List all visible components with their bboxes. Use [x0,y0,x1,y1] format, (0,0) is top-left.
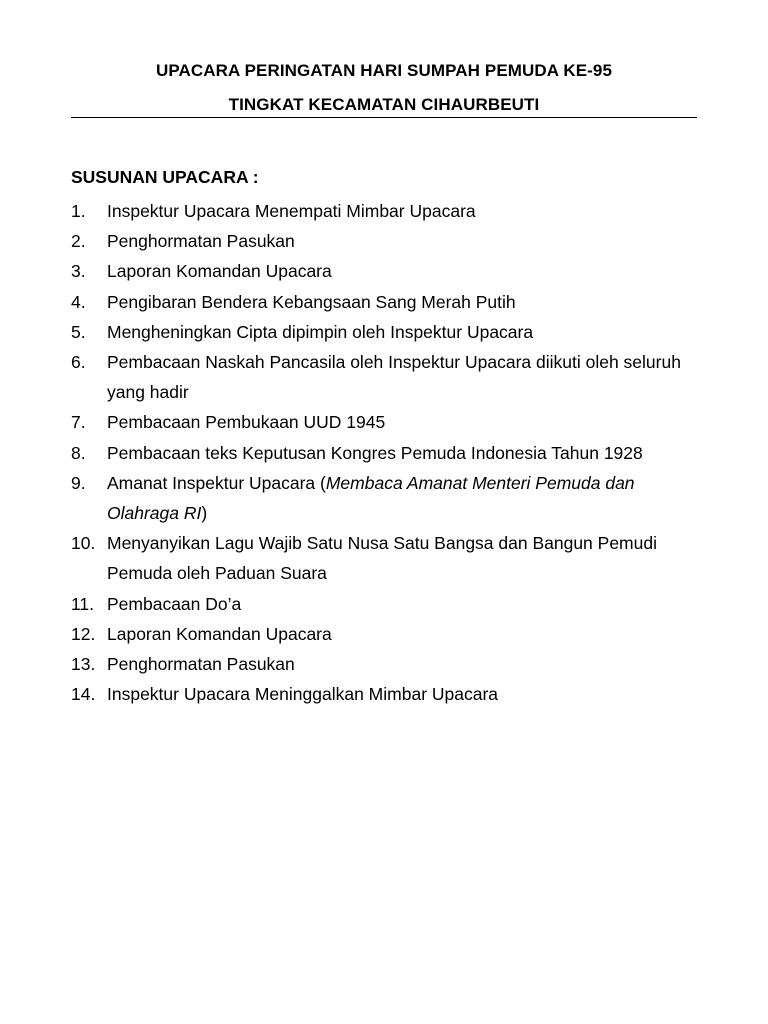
item-text [107,468,697,528]
list-item [71,196,697,226]
item-number: 8. [71,442,86,463]
list-item [71,649,697,679]
list-item [71,619,697,649]
item-text: Pembacaan Naskah Pancasila oleh Inspektur Upacara diikuti oleh seluruh yang hadir [107,352,686,403]
item-text-plain: Amanat Inspektur Upacara ( [107,472,326,493]
list-item [71,589,697,619]
item-number: 12. [71,623,96,644]
item-text: Inspektur Upacara Meninggalkan Mimbar Upacara [107,684,499,705]
item-number: 6. [71,352,86,373]
item-number: 13. [71,654,96,675]
item-text: Pengibaran Bendera Kebangsaan Sang Merah Putih [107,291,516,312]
item-text: Laporan Komandan Upacara [107,623,332,644]
list-item [71,468,697,528]
item-number: 7. [71,412,86,433]
section-heading: SUSUNAN UPACARA : [71,167,259,187]
item-number: 14. [71,684,96,705]
list-item [71,438,697,468]
list-item [71,528,697,588]
item-text: Mengheningkan Cipta dipimpin oleh Inspektur Upacara [107,321,534,342]
item-number: 10. [71,533,96,554]
document-title: UPACARA PERINGATAN HARI SUMPAH PEMUDA KE-95 [155,61,613,80]
item-number: 11. [71,593,95,614]
item-number: 9. [71,472,86,493]
item-text: Penghormatan Pasukan [107,654,295,675]
list-item [71,226,697,256]
title-underline [71,117,697,118]
item-text: Laporan Komandan Upacara [107,261,332,282]
item-text-italic: Membaca Amanat Menteri Pemuda dan Olahraga RI [107,472,640,524]
item-text: Menyanyikan Lagu Wajib Satu Nusa Satu Bangsa dan Bangun Pemudi Pemuda oleh Paduan Suara [107,533,662,584]
list-item [71,347,697,407]
item-text: Inspektur Upacara Menempati Mimbar Upacara [107,201,476,221]
item-text-plain: ) [201,503,208,524]
item-text: Pembacaan teks Keputusan Kongres Pemuda Indonesia Tahun 1928 [107,442,643,463]
item-text: Pembacaan Do’a [107,593,242,614]
list-item [71,317,697,347]
list-item [71,287,697,317]
list-item [71,256,697,286]
item-number: 3. [71,261,86,282]
item-text: Pembacaan Pembukaan UUD 1945 [107,412,386,433]
item-number: 4. [71,291,86,312]
list-item [71,407,697,437]
ceremony-order-list [71,196,697,709]
item-number: 5. [71,321,86,342]
item-number: 2. [71,231,86,252]
list-item [71,679,697,709]
document-subtitle: TINGKAT KECAMATAN CIHAURBEUTI [228,95,540,114]
item-text: Penghormatan Pasukan [107,231,295,252]
item-number: 1. [71,201,86,221]
